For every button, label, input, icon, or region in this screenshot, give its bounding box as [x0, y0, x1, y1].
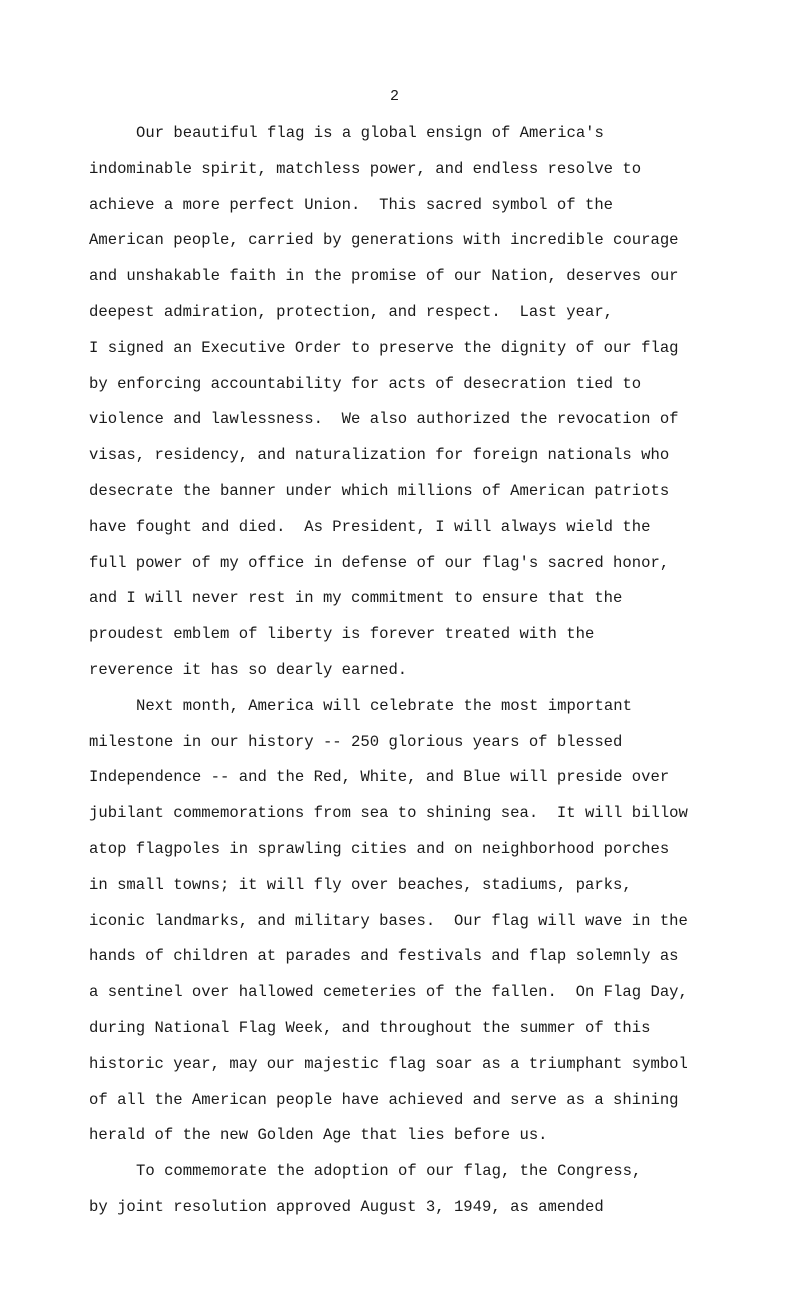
text-line: in small towns; it will fly over beaches, stadiums, parks,	[89, 875, 632, 894]
text-line: desecrate the banner under which millions of American patriots	[89, 481, 670, 500]
text-line: atop flagpoles in sprawling cities and on neighborhood porches	[89, 839, 670, 858]
page-number: 2	[389, 88, 399, 105]
text-line: of all the American people have achieved and serve as a shining	[89, 1090, 679, 1109]
paragraph-1	[89, 116, 769, 689]
text-line: by joint resolution approved August 3, 1949, as amended	[89, 1197, 604, 1216]
text-line: during National Flag Week, and throughout the summer of this	[89, 1018, 651, 1037]
text-line: violence and lawlessness. We also authorized the revocation of	[89, 410, 679, 429]
text-line: and unshakable faith in the promise of our Nation, deserves our	[89, 267, 679, 286]
text-line: jubilant commemorations from sea to shining sea. It will billow	[89, 804, 688, 823]
text-line: visas, residency, and naturalization for foreign nationals who	[89, 446, 670, 465]
text-line: deepest admiration, protection, and respect. Last year,	[89, 302, 614, 321]
text-line: herald of the new Golden Age that lies before us.	[89, 1126, 548, 1145]
text-line: full power of my office in defense of our flag's sacred honor,	[89, 553, 670, 572]
text-line: milestone in our history -- 250 glorious years of blessed	[89, 732, 623, 751]
text-line: achieve a more perfect Union. This sacred symbol of the	[89, 195, 614, 214]
text-line: have fought and died. As President, I will always wield the	[89, 517, 651, 536]
paragraph-2	[89, 689, 769, 1154]
text-line: reverence it has so dearly earned.	[89, 660, 408, 679]
text-line: Next month, America will celebrate the most important	[136, 696, 632, 715]
text-line: indominable spirit, matchless power, and endless resolve to	[89, 159, 642, 178]
text-line: I signed an Executive Order to preserve the dignity of our flag	[89, 338, 679, 357]
text-line: a sentinel over hallowed cemeteries of the fallen. On Flag Day,	[89, 983, 688, 1002]
text-line: proudest emblem of liberty is forever treated with the	[89, 625, 595, 644]
paragraph-3	[89, 1154, 769, 1226]
document-body	[89, 116, 769, 1226]
text-line: American people, carried by generations with incredible courage	[89, 231, 679, 250]
text-line: historic year, may our majestic flag soar as a triumphant symbol	[89, 1054, 688, 1073]
text-line: iconic landmarks, and military bases. Our flag will wave in the	[89, 911, 688, 930]
text-line: Independence -- and the Red, White, and Blue will preside over	[89, 768, 670, 787]
text-line: by enforcing accountability for acts of desecration tied to	[89, 374, 642, 393]
text-line: and I will never rest in my commitment to ensure that the	[89, 589, 623, 608]
text-line: hands of children at parades and festivals and flap solemnly as	[89, 947, 679, 966]
text-line: To commemorate the adoption of our flag, the Congress,	[136, 1162, 642, 1181]
text-line: Our beautiful flag is a global ensign of America's	[136, 124, 604, 142]
